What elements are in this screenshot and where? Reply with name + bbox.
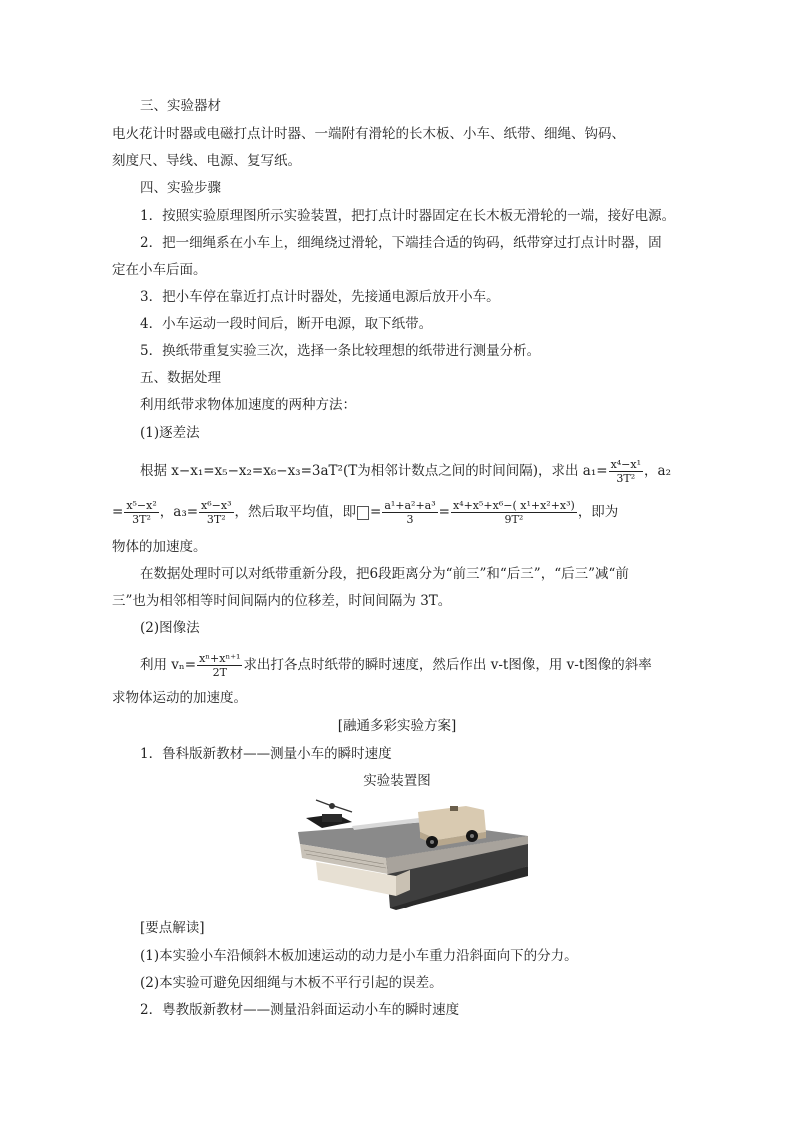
a3-numerator: x⁶−x³ [201,499,232,512]
method1-paragraph2b: 三”也为相邻相等时间间隔内的位移差，时间间隔为 3T。 [112,593,452,609]
extension-item-2: 2．粤教版新教材——测量沿斜面运动小车的瞬时速度 [140,1002,460,1018]
a2-denominator: 3T² [132,513,151,526]
method1-line2-text: ，然后取平均值，即 [234,504,356,520]
fraction-average [382,499,437,526]
sum-numerator: x⁴+x⁵+x⁶−( x¹+x²+x³) [452,499,575,512]
section3-heading: 三、实验器材 [140,98,221,114]
method1-line2-mid: ，a₃= [159,504,199,520]
sum-denominator: 9T² [504,513,524,526]
step-1: 1．按照实验原理图所示实验装置，把打点计时器固定在长木板无滑轮的一端，接好电源。 [140,208,676,224]
average-numerator: a¹+a²+a³ [384,499,436,512]
section4-heading: 四、实验步骤 [140,180,221,196]
step-2a: 2．把一细绳系在小车上，细绳绕过滑轮，下端挂合适的钩码，纸带穿过打点计时器，固 [140,235,662,251]
section5-intro: 利用纸带求物体加速度的两种方法： [140,397,356,413]
method2-title: (2)图像法 [140,620,200,636]
method2-line2: 求物体运动的加速度。 [112,690,247,706]
method1-line1-pre: 根据 x [140,463,179,479]
step-2b: 定在小车后面。 [112,262,207,278]
step-4: 4．小车运动一段时间后，断开电源，取下纸带。 [140,316,433,332]
figure-caption: 实验装置图 [363,773,431,789]
method1-title: (1)逐差法 [140,425,200,441]
vn-numerator: xⁿ+xⁿ⁺¹ [199,652,241,665]
fraction-a1 [609,458,643,485]
average-denominator: 3 [406,513,414,526]
method1-formula-line1 [140,458,671,485]
fraction-sum [451,499,577,526]
method1-line2-end: ，即为 [577,504,619,520]
method1-avg-eq2: = [438,504,450,520]
method1-formula-line2 [112,499,618,526]
method1-line2-eq: = [112,504,124,520]
method2-formula-line [140,652,652,679]
experiment-apparatus-photo [296,796,528,910]
a3-denominator: 3T² [206,513,226,526]
method1-line1-eq: −x₁=x₅−x₂=x₆−x₃=3aT²(T为相邻计数点之间的时间间隔)，求出 a₁= [178,463,608,479]
section3-line1: 电火花计时器或电磁打点计时器、一端附有滑轮的长木板、小车、纸带、细绳、钩码、 [112,126,625,142]
key-points-heading: [要点解读] [140,920,205,936]
vn-denominator: 2T [212,666,227,679]
extension-heading: [融通多彩实验方案] [337,718,457,734]
step-3: 3．把小车停在靠近打点计时器处，先接通电源后放开小车。 [140,289,500,305]
step-5: 5．换纸带重复实验三次，选择一条比较理想的纸带进行测量分析。 [140,343,541,359]
a1-numerator: x⁴−x¹ [610,458,642,471]
method2-pre: 利用 vₙ= [140,657,197,673]
section5-heading: 五、数据处理 [140,370,221,386]
fraction-vn [197,652,242,679]
method1-line3: 物体的加速度。 [112,539,207,555]
a2-numerator: x⁵−x² [126,499,157,512]
method2-post: 求出打各点时纸带的瞬时速度，然后作出 v-t图像，用 v-t图像的斜率 [243,657,652,673]
a-bar-placeholder-icon [357,506,369,520]
extension-item-1: 1．鲁科版新教材——测量小车的瞬时速度 [140,746,392,762]
method1-paragraph2a: 在数据处理时可以对纸带重新分段，把6段距离分为“前三”和“后三”，“后三”减“前 [140,566,629,582]
fraction-a3 [199,499,233,526]
key-point-1: (1)本实验小车沿倾斜木板加速运动的动力是小车重力沿斜面向下的分力。 [140,948,578,964]
section3-line2: 刻度尺、导线、电源、复写纸。 [112,153,301,169]
key-point-2: (2)本实验可避免因细绳与木板不平行引起的误差。 [140,975,443,991]
method1-line1-end: ，a₂ [644,463,671,479]
method1-avg-eq: = [370,504,382,520]
a1-denominator: 3T² [616,472,636,485]
fraction-a2 [124,499,158,526]
